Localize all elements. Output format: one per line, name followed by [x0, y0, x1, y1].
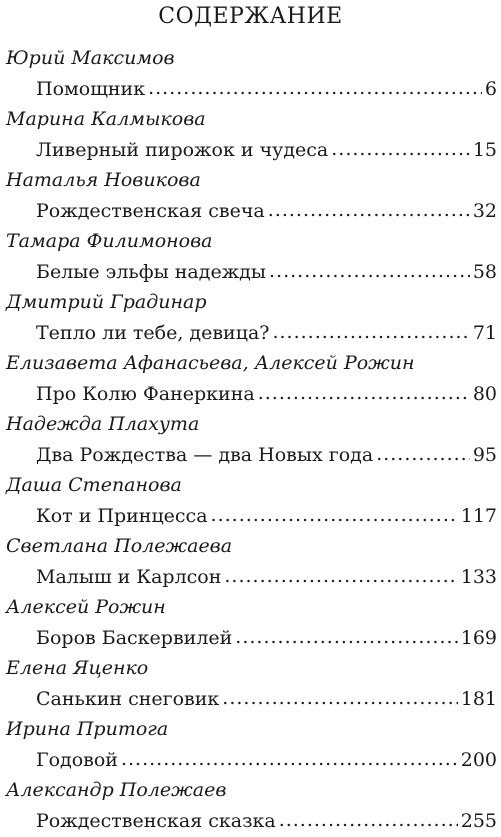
dot-leader: [211, 500, 458, 530]
entry-title-line[interactable]: [36, 623, 497, 653]
entry-page-number: 6: [484, 78, 497, 100]
dot-leader: [235, 622, 457, 652]
entry-title-line[interactable]: [36, 318, 497, 348]
page-title: СОДЕРЖАНИЕ: [158, 4, 343, 29]
toc-entry: [0, 715, 501, 776]
entry-title: Ливерный пирожок и чудеса: [36, 139, 329, 161]
entry-title: Тепло ли тебе, девица?: [36, 322, 270, 344]
toc-entry: [0, 349, 501, 410]
entry-author: Алексей Рожин: [6, 596, 166, 618]
entry-author: Марина Калмыкова: [6, 108, 206, 130]
table-of-contents: [0, 44, 501, 837]
entry-page-number: 255: [460, 810, 497, 832]
entry-title: Два Рождества — два Новых года: [36, 444, 374, 466]
entry-author: Дмитрий Градинар: [6, 291, 207, 313]
toc-entry: [0, 44, 501, 105]
entry-title: Боров Баскервилей: [36, 627, 233, 649]
entry-title-line[interactable]: [36, 74, 497, 104]
dot-leader: [258, 378, 470, 408]
entry-title-line[interactable]: [36, 440, 497, 470]
entry-author: Елена Яценко: [6, 657, 149, 679]
toc-entry: [0, 227, 501, 288]
entry-author: Наталья Новикова: [6, 169, 201, 191]
entry-page-number: 133: [460, 566, 497, 588]
entry-author: Светлана Полежаева: [6, 535, 233, 557]
dot-leader: [279, 805, 458, 835]
entry-title-line[interactable]: [36, 379, 497, 409]
toc-entry: [0, 166, 501, 227]
entry-page-number: 181: [460, 688, 497, 710]
entry-title: Рождественская сказка: [36, 810, 276, 832]
entry-page-number: 117: [460, 505, 497, 527]
entry-title: Помощник: [36, 78, 146, 100]
entry-title: Малыш и Карлсон: [36, 566, 222, 588]
dot-leader: [222, 683, 457, 713]
entry-title-line[interactable]: [36, 257, 497, 287]
entry-title: Годовой: [36, 749, 118, 771]
entry-page-number: 95: [472, 444, 497, 466]
dot-leader: [269, 256, 470, 286]
dot-leader: [224, 561, 457, 591]
entry-title-line[interactable]: [36, 745, 497, 775]
entry-author: Ирина Притога: [6, 718, 169, 740]
dot-leader: [376, 439, 470, 469]
dot-leader: [331, 134, 470, 164]
toc-entry: [0, 105, 501, 166]
dot-leader: [148, 73, 482, 103]
entry-author: Даша Степанова: [6, 474, 182, 496]
entry-page-number: 200: [460, 749, 497, 771]
dot-leader: [272, 317, 469, 347]
entry-title-line[interactable]: [36, 562, 497, 592]
entry-title-line[interactable]: [36, 196, 497, 226]
entry-title: Рождественская свеча: [36, 200, 265, 222]
entry-title-line[interactable]: [36, 806, 497, 836]
entry-author: Тамара Филимонова: [6, 230, 213, 252]
dot-leader: [268, 195, 470, 225]
entry-title: Санькин снеговик: [36, 688, 220, 710]
toc-entry: [0, 288, 501, 349]
toc-entry: [0, 593, 501, 654]
entry-page-number: 169: [460, 627, 497, 649]
entry-author: Надежда Плахута: [6, 413, 200, 435]
toc-entry: [0, 471, 501, 532]
entry-page-number: 15: [472, 139, 497, 161]
toc-entry: [0, 532, 501, 593]
dot-leader: [121, 744, 458, 774]
toc-entry: [0, 776, 501, 837]
entry-author: Елизавета Афанасьева, Алексей Рожин: [6, 352, 415, 374]
entry-title-line[interactable]: [36, 684, 497, 714]
entry-title: Белые эльфы надежды: [36, 261, 267, 283]
entry-title-line[interactable]: [36, 501, 497, 531]
entry-author: Александр Полежаев: [6, 779, 227, 801]
toc-entry: [0, 410, 501, 471]
entry-page-number: 80: [472, 383, 497, 405]
entry-title: Про Колю Фанеркина: [36, 383, 255, 405]
entry-title: Кот и Принцесса: [36, 505, 208, 527]
entry-title-line[interactable]: [36, 135, 497, 165]
entry-page-number: 32: [472, 200, 497, 222]
entry-author: Юрий Максимов: [6, 47, 175, 69]
entry-page-number: 58: [472, 261, 497, 283]
toc-entry: [0, 654, 501, 715]
entry-page-number: 71: [472, 322, 497, 344]
